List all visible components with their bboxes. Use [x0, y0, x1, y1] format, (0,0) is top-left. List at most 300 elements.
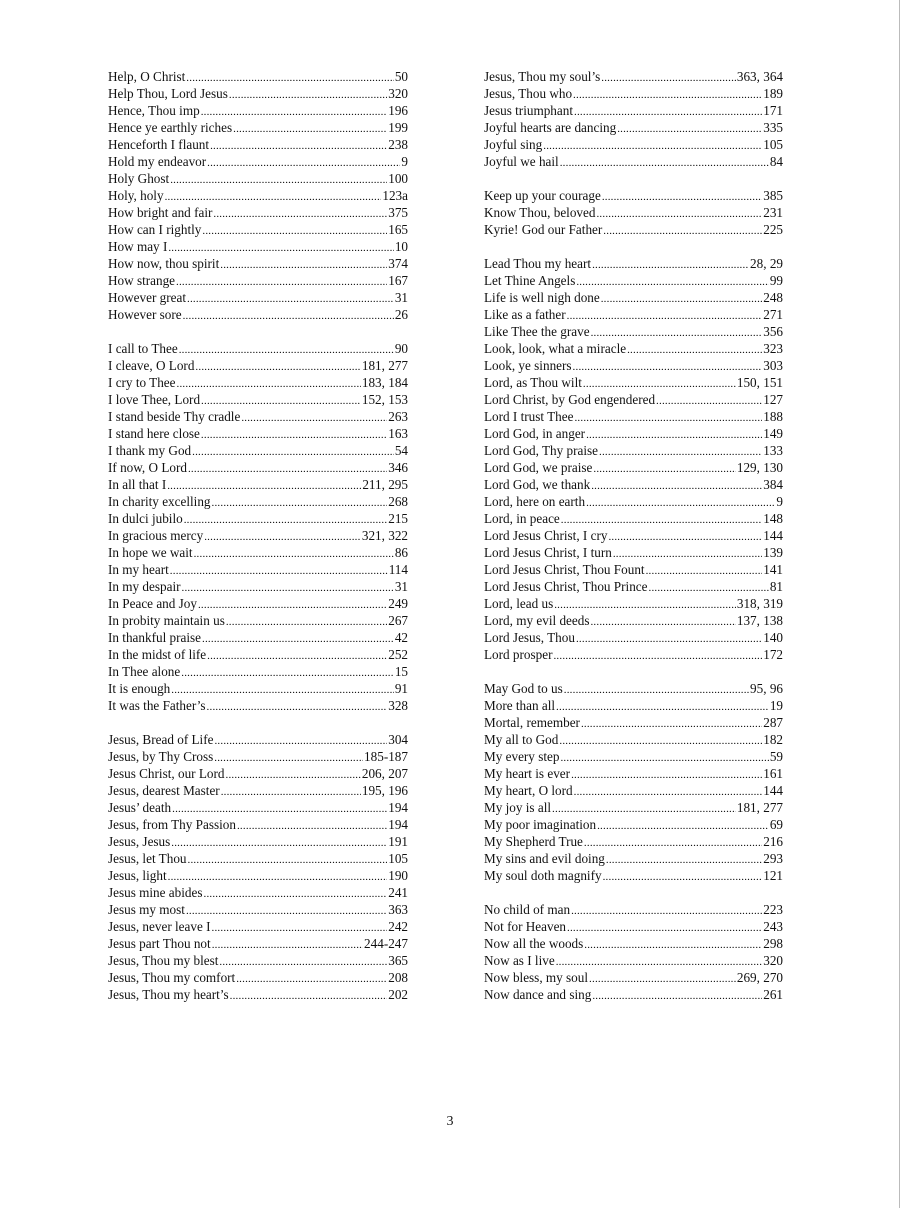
entry-title: Like as a father [484, 307, 566, 322]
dot-leader [601, 291, 762, 306]
index-entry [108, 799, 408, 816]
dot-leader [560, 155, 769, 170]
entry-pages: 191 [388, 834, 408, 849]
dot-leader [617, 121, 762, 136]
dot-leader [204, 886, 388, 901]
entry-pages: 356 [763, 324, 783, 339]
entry-pages: 238 [388, 137, 408, 152]
dot-leader [567, 920, 762, 935]
dot-leader [184, 512, 387, 527]
entry-title: I cry to Thee [108, 375, 176, 390]
index-entry [484, 612, 783, 629]
dot-leader [226, 614, 387, 629]
entry-title: My sins and evil doing [484, 851, 605, 866]
dot-leader [181, 665, 394, 680]
entry-title: In dulci jubilo [108, 511, 183, 526]
entry-title: Lord God, we praise [484, 460, 593, 475]
entry-pages: 42 [394, 630, 408, 645]
entry-pages: 375 [388, 205, 408, 220]
entry-pages: 172 [763, 647, 783, 662]
index-entry [108, 442, 408, 459]
entry-pages: 137, 138 [736, 613, 783, 628]
dot-leader [176, 274, 387, 289]
dot-leader [603, 869, 763, 884]
index-entry [484, 986, 783, 1003]
dot-leader [591, 325, 763, 340]
entry-title: In Peace and Joy [108, 596, 197, 611]
entry-title: How now, thou spirit [108, 256, 220, 271]
entry-pages: 10 [394, 239, 408, 254]
entry-pages: 271 [763, 307, 783, 322]
dot-leader [186, 70, 394, 85]
entry-pages: 215 [388, 511, 408, 526]
dot-leader [233, 121, 387, 136]
entry-title: In all that I [108, 477, 167, 492]
entry-title: However great [108, 290, 186, 305]
entry-pages: 216 [763, 834, 783, 849]
entry-title: Joyful sing [484, 137, 543, 152]
index-entry [108, 459, 408, 476]
entry-pages: 69 [769, 817, 783, 832]
index-entry [108, 425, 408, 442]
entry-title: I love Thee, Lord [108, 392, 201, 407]
dot-leader [593, 461, 735, 476]
entry-pages: 195, 196 [361, 783, 408, 798]
dot-leader [170, 563, 388, 578]
dot-leader [207, 648, 387, 663]
entry-title: Jesus’ death [108, 800, 172, 815]
index-entry [108, 68, 408, 85]
entry-title: Jesus part Thou not [108, 936, 211, 951]
entry-pages: 304 [388, 732, 408, 747]
dot-leader [590, 614, 735, 629]
dot-leader [613, 546, 762, 561]
entry-title: It was the Father’s [108, 698, 206, 713]
dot-leader [574, 410, 762, 425]
index-entry [108, 493, 408, 510]
entry-title: Lord Jesus, Thou [484, 630, 575, 645]
entry-title: Lord prosper [484, 647, 553, 662]
index-entry [108, 612, 408, 629]
index-entry [108, 867, 408, 884]
entry-title: Jesus Christ, our Lord [108, 766, 225, 781]
entry-pages: 123a [382, 188, 408, 203]
index-entry [484, 391, 783, 408]
entry-title: Jesus, Thou my soul’s [484, 69, 601, 84]
entry-pages: 90 [394, 341, 408, 356]
index-entry [484, 952, 783, 969]
entry-pages: 152, 153 [361, 392, 408, 407]
index-entry [108, 238, 408, 255]
entry-title: Let Thine Angels [484, 273, 576, 288]
entry-title: Life is well nigh done [484, 290, 600, 305]
entry-pages: 99 [769, 273, 783, 288]
entry-pages: 15 [394, 664, 408, 679]
entry-title: My heart, O lord [484, 783, 573, 798]
entry-pages: 225 [763, 222, 783, 237]
index-group [108, 340, 408, 714]
dot-leader [571, 767, 762, 782]
entry-title: How bright and fair [108, 205, 213, 220]
entry-pages: 293 [763, 851, 783, 866]
entry-title: Lord, my evil deeds [484, 613, 590, 628]
index-entry [484, 68, 783, 85]
index-entry [484, 204, 783, 221]
index-entry [108, 680, 408, 697]
index-entry [484, 816, 783, 833]
entry-title: No child of man [484, 902, 571, 917]
entry-title: How may I [108, 239, 168, 254]
dot-leader [229, 87, 387, 102]
entry-pages: 268 [388, 494, 408, 509]
dot-leader [183, 308, 394, 323]
entry-title: Jesus, dearest Master [108, 783, 220, 798]
dot-leader [212, 495, 388, 510]
dot-leader [204, 529, 361, 544]
entry-pages: 249 [388, 596, 408, 611]
dot-leader [241, 410, 387, 425]
entry-title: Lord God, in anger [484, 426, 586, 441]
entry-title: I cleave, O Lord [108, 358, 195, 373]
entry-pages: 248 [763, 290, 783, 305]
entry-title: In the midst of life [108, 647, 207, 662]
index-entry [108, 408, 408, 425]
dot-leader [584, 835, 762, 850]
entry-title: In Thee alone [108, 664, 181, 679]
index-entry [108, 833, 408, 850]
entry-pages: 165 [388, 222, 408, 237]
index-entry [484, 935, 783, 952]
entry-pages: 323 [763, 341, 783, 356]
dot-leader [186, 903, 387, 918]
dot-leader [559, 733, 762, 748]
entry-pages: 199 [388, 120, 408, 135]
index-entry [484, 969, 783, 986]
entry-pages: 188 [763, 409, 783, 424]
entry-title: In thankful praise [108, 630, 202, 645]
entry-title: My heart is ever [484, 766, 571, 781]
entry-title: Now dance and sing [484, 987, 592, 1002]
index-entry [108, 646, 408, 663]
index-entry [484, 153, 783, 170]
entry-title: Jesus, from Thy Passion [108, 817, 236, 832]
index-entry [108, 748, 408, 765]
index-entry [108, 170, 408, 187]
index-group [484, 68, 783, 170]
entry-pages: 183, 184 [361, 375, 408, 390]
index-entry [108, 306, 408, 323]
index-entry [484, 408, 783, 425]
entry-title: However sore [108, 307, 182, 322]
index-entry [484, 680, 783, 697]
entry-title: My every step [484, 749, 560, 764]
dot-leader [198, 597, 387, 612]
entry-pages: 161 [763, 766, 783, 781]
dot-leader [192, 444, 394, 459]
index-entry [108, 986, 408, 1003]
entry-title: Lord, in peace [484, 511, 560, 526]
entry-pages: 320 [763, 953, 783, 968]
index-group [484, 901, 783, 1003]
entry-pages: 263 [388, 409, 408, 424]
index-entry [108, 119, 408, 136]
entry-pages: 141 [763, 562, 783, 577]
entry-title: Keep up your courage [484, 188, 601, 203]
entry-title: If now, O Lord [108, 460, 187, 475]
entry-pages: 31 [394, 579, 408, 594]
dot-leader [571, 903, 762, 918]
entry-title: My all to God [484, 732, 559, 747]
dot-leader [212, 937, 363, 952]
index-entry [484, 119, 783, 136]
dot-leader [603, 223, 762, 238]
index-entry [484, 867, 783, 884]
dot-leader [589, 971, 736, 986]
index-entry [108, 85, 408, 102]
dot-leader [212, 920, 388, 935]
entry-pages: 59 [769, 749, 783, 764]
entry-title: Jesus, Thou my comfort [108, 970, 236, 985]
index-entry [108, 221, 408, 238]
entry-pages: 127 [763, 392, 783, 407]
dot-leader [207, 699, 388, 714]
dot-leader [649, 580, 769, 595]
entry-pages: 182 [763, 732, 783, 747]
dot-leader [573, 87, 762, 102]
entry-title: Jesus triumphant [484, 103, 574, 118]
entry-title: Lord Jesus Christ, I cry [484, 528, 608, 543]
index-entry [108, 289, 408, 306]
dot-leader [167, 478, 361, 493]
entry-title: Kyrie! God our Father [484, 222, 603, 237]
entry-title: It is enough [108, 681, 171, 696]
dot-leader [188, 461, 387, 476]
entry-title: I stand here close [108, 426, 200, 441]
entry-title: How can I rightly [108, 222, 202, 237]
index-entry [484, 918, 783, 935]
entry-title: Look, look, what a miracle [484, 341, 627, 356]
entry-pages: 261 [763, 987, 783, 1002]
dot-leader [170, 172, 387, 187]
index-entry [108, 374, 408, 391]
index-entry [108, 935, 408, 952]
entry-pages: 363 [388, 902, 408, 917]
entry-pages: 242 [388, 919, 408, 934]
index-entry [484, 527, 783, 544]
index-group [108, 68, 408, 323]
index-entry [484, 646, 783, 663]
entry-pages: 190 [388, 868, 408, 883]
entry-pages: 91 [394, 681, 408, 696]
entry-pages: 148 [763, 511, 783, 526]
dot-leader [601, 70, 736, 85]
entry-title: Help, O Christ [108, 69, 186, 84]
entry-title: Not for Heaven [484, 919, 567, 934]
index-entry [484, 833, 783, 850]
dot-leader [177, 376, 361, 391]
entry-title: My soul doth magnify [484, 868, 602, 883]
dot-leader [627, 342, 762, 357]
entry-title: Jesus, Bread of Life [108, 732, 214, 747]
entry-pages: 244-247 [364, 936, 408, 951]
entry-title: Jesus, never leave I [108, 919, 211, 934]
entry-pages: 335 [763, 120, 783, 135]
index-entry [484, 748, 783, 765]
entry-title: Jesus, Jesus [108, 834, 171, 849]
entry-title: Jesus, let Thou [108, 851, 187, 866]
entry-title: Like Thee the grave [484, 324, 590, 339]
entry-title: Lord, here on earth [484, 494, 586, 509]
index-entry [108, 952, 408, 969]
dot-leader [646, 563, 763, 578]
index-entry [108, 255, 408, 272]
entry-pages: 287 [763, 715, 783, 730]
entry-pages: 139 [763, 545, 783, 560]
dot-leader [576, 631, 762, 646]
entry-pages: 129, 130 [736, 460, 783, 475]
index-entry [484, 357, 783, 374]
index-entry [108, 884, 408, 901]
entry-pages: 100 [388, 171, 408, 186]
dot-leader [586, 495, 775, 510]
entry-title: I thank my God [108, 443, 192, 458]
index-entry [108, 136, 408, 153]
entry-title: More than all [484, 698, 556, 713]
index-entry [484, 697, 783, 714]
dot-leader [592, 257, 749, 272]
entry-pages: 363, 364 [736, 69, 783, 84]
dot-leader [219, 954, 387, 969]
index-entry [484, 425, 783, 442]
index-entry [108, 340, 408, 357]
entry-title: Holy Ghost [108, 171, 170, 186]
index-entry [484, 850, 783, 867]
entry-title: Joyful hearts are dancing [484, 120, 617, 135]
index-entry [484, 544, 783, 561]
index-group [484, 680, 783, 884]
index-entry [484, 578, 783, 595]
dot-leader [554, 597, 736, 612]
dot-leader [171, 835, 387, 850]
entry-title: Jesus, light [108, 868, 167, 883]
dot-leader [606, 852, 762, 867]
entry-pages: 19 [769, 698, 783, 713]
entry-title: Hold my endeavor [108, 154, 207, 169]
entry-title: Now as I live [484, 953, 555, 968]
dot-leader [210, 138, 387, 153]
index-entry [484, 561, 783, 578]
index-entry [484, 85, 783, 102]
dot-leader [597, 818, 769, 833]
entry-title: My joy is all [484, 800, 552, 815]
dot-leader [188, 852, 388, 867]
dot-leader [202, 223, 387, 238]
entry-pages: 211, 295 [362, 477, 408, 492]
entry-title: Now all the woods [484, 936, 584, 951]
index-entry [108, 357, 408, 374]
index-entry [108, 187, 408, 204]
dot-leader [560, 750, 768, 765]
entry-pages: 9 [776, 494, 783, 509]
entry-pages: 181, 277 [736, 800, 783, 815]
entry-pages: 185-187 [364, 749, 408, 764]
entry-title: Jesus, by Thy Cross [108, 749, 214, 764]
entry-pages: 121 [763, 868, 783, 883]
dot-leader [165, 189, 382, 204]
entry-pages: 86 [394, 545, 408, 560]
index-entry [108, 578, 408, 595]
entry-title: In my despair [108, 579, 181, 594]
entry-title: In gracious mercy [108, 528, 204, 543]
index-entry [108, 969, 408, 986]
entry-title: Jesus my most [108, 902, 185, 917]
entry-pages: 194 [388, 800, 408, 815]
entry-title: Lord Jesus Christ, Thou Prince [484, 579, 648, 594]
entry-pages: 84 [769, 154, 783, 169]
index-entry [484, 255, 783, 272]
entry-pages: 9 [401, 154, 408, 169]
index-entry [108, 561, 408, 578]
entry-pages: 202 [388, 987, 408, 1002]
index-entry [108, 901, 408, 918]
entry-pages: 167 [388, 273, 408, 288]
entry-title: Know Thou, beloved [484, 205, 596, 220]
index-column-left [108, 68, 408, 1020]
dot-leader [602, 189, 762, 204]
dot-leader [592, 988, 762, 1003]
entry-pages: 243 [763, 919, 783, 934]
entry-title: In hope we wait [108, 545, 193, 560]
dot-leader [226, 767, 361, 782]
entry-pages: 133 [763, 443, 783, 458]
dot-leader [195, 359, 360, 374]
entry-pages: 223 [763, 902, 783, 917]
index-entry [484, 136, 783, 153]
index-entry [484, 289, 783, 306]
entry-title: Jesus, Thou my heart’s [108, 987, 229, 1002]
index-entry [108, 731, 408, 748]
dot-leader [556, 699, 769, 714]
entry-title: In charity excelling [108, 494, 211, 509]
index-entry [108, 510, 408, 527]
entry-pages: 144 [763, 528, 783, 543]
dot-leader [187, 291, 394, 306]
entry-pages: 144 [763, 783, 783, 798]
dot-leader [230, 988, 388, 1003]
dot-leader [182, 580, 394, 595]
index-entry [484, 340, 783, 357]
dot-leader [576, 274, 768, 289]
entry-title: I stand beside Thy cradle [108, 409, 241, 424]
index-entry [108, 204, 408, 221]
index-entry [484, 782, 783, 799]
entry-pages: 320 [388, 86, 408, 101]
dot-leader [596, 206, 762, 221]
index-entry [484, 102, 783, 119]
entry-pages: 298 [763, 936, 783, 951]
dot-leader [236, 971, 387, 986]
index-entry [484, 510, 783, 527]
index-entry [484, 459, 783, 476]
index-entry [108, 850, 408, 867]
index-group [108, 731, 408, 1003]
entry-title: In my heart [108, 562, 169, 577]
index-entry [484, 595, 783, 612]
dot-leader [172, 801, 387, 816]
index-entry [108, 697, 408, 714]
dot-leader [221, 784, 361, 799]
index-entry [484, 221, 783, 238]
